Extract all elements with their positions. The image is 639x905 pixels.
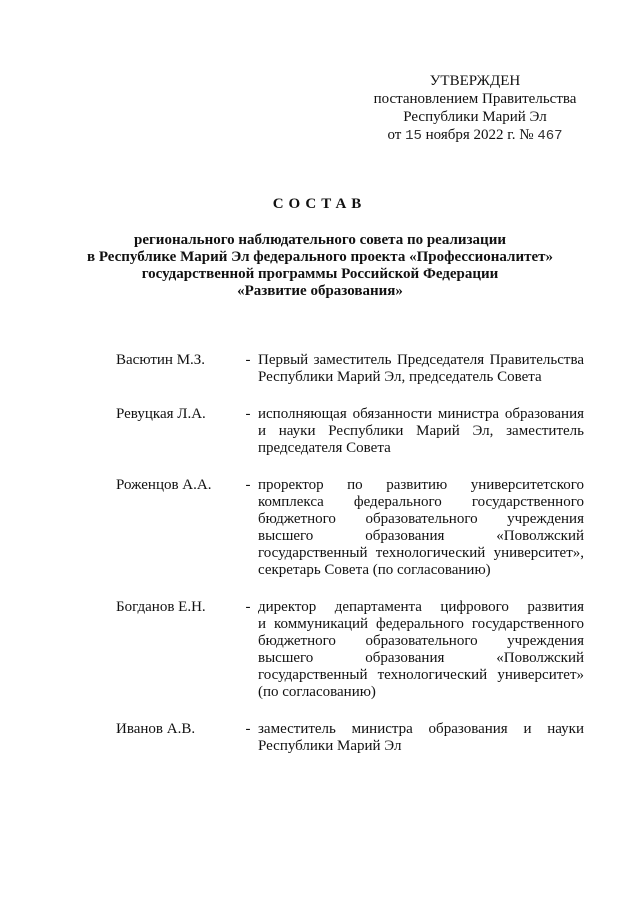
role-line: и науки Республики Марий Эл, заместитель bbox=[258, 423, 584, 439]
role-line: председателя Совета bbox=[258, 440, 391, 456]
subtitle-line: «Развитие образования» bbox=[237, 283, 403, 299]
role-line: бюджетного образовательного учреждения bbox=[258, 511, 584, 527]
member-row bbox=[116, 352, 586, 386]
date-day: 15 bbox=[405, 128, 422, 144]
member-name: Иванов А.В. bbox=[116, 721, 196, 737]
role-line: высшего образования «Поволжский bbox=[258, 650, 584, 666]
role-line: секретарь Совета (по согласованию) bbox=[258, 562, 491, 578]
role-line: Республики Марий Эл, председатель Совета bbox=[258, 369, 542, 385]
member-dash: - bbox=[245, 721, 251, 737]
member-name: Богданов Е.Н. bbox=[116, 599, 206, 615]
subtitle-line: государственной программы Российской Федерации bbox=[141, 266, 499, 282]
approval-line-resolution: постановлением Правительства bbox=[373, 91, 577, 107]
member-role bbox=[258, 599, 584, 701]
role-line: Республики Марий Эл bbox=[258, 738, 402, 754]
member-row bbox=[116, 721, 586, 755]
member-row bbox=[116, 599, 586, 701]
member-name: Васютин М.З. bbox=[116, 352, 206, 368]
role-line: заместитель министра образования и науки bbox=[258, 721, 584, 737]
member-dash: - bbox=[245, 352, 251, 368]
role-line: государственный технологический университет» bbox=[258, 667, 584, 683]
document-number: 467 bbox=[537, 128, 563, 144]
document-subtitle bbox=[60, 232, 580, 300]
member-name: Ревуцкая Л.А. bbox=[116, 406, 206, 422]
date-middle: ноября 2022 г. № bbox=[425, 127, 534, 143]
role-line: Первый заместитель Председателя Правительства bbox=[258, 352, 584, 368]
approval-line-republic: Республики Марий Эл bbox=[403, 109, 547, 125]
role-line: проректор по развитию университетского bbox=[258, 477, 584, 493]
member-dash: - bbox=[245, 406, 251, 422]
member-name: Роженцов А.А. bbox=[116, 477, 212, 493]
member-dash: - bbox=[245, 477, 251, 493]
document-title: СОСТАВ bbox=[272, 196, 367, 212]
role-line: бюджетного образовательного учреждения bbox=[258, 633, 584, 649]
member-row bbox=[116, 477, 586, 579]
member-dash: - bbox=[245, 599, 251, 615]
role-line: государственный технологический университет», bbox=[258, 545, 584, 561]
approval-block bbox=[360, 72, 590, 145]
role-line: комплекса федерального государственного bbox=[258, 494, 584, 510]
approval-heading: УТВЕРЖДЕН bbox=[429, 73, 521, 89]
member-role bbox=[258, 352, 584, 386]
member-role bbox=[258, 477, 584, 579]
date-prefix: от bbox=[387, 127, 402, 143]
member-role bbox=[258, 721, 584, 755]
approval-date-line bbox=[360, 126, 590, 145]
subtitle-line: в Республике Марий Эл федерального проекта «Профессионалитет» bbox=[86, 249, 554, 265]
role-line: исполняющая обязанности министра образования bbox=[258, 406, 584, 422]
role-line: директор департамента цифрового развития bbox=[258, 599, 584, 615]
member-role bbox=[258, 406, 584, 457]
member-row bbox=[116, 406, 586, 457]
role-line: высшего образования «Поволжский bbox=[258, 528, 584, 544]
member-list bbox=[116, 352, 586, 755]
role-line: и коммуникаций федерального государственного bbox=[258, 616, 584, 632]
role-line: (по согласованию) bbox=[258, 684, 376, 700]
subtitle-line: регионального наблюдательного совета по реализации bbox=[134, 232, 506, 248]
